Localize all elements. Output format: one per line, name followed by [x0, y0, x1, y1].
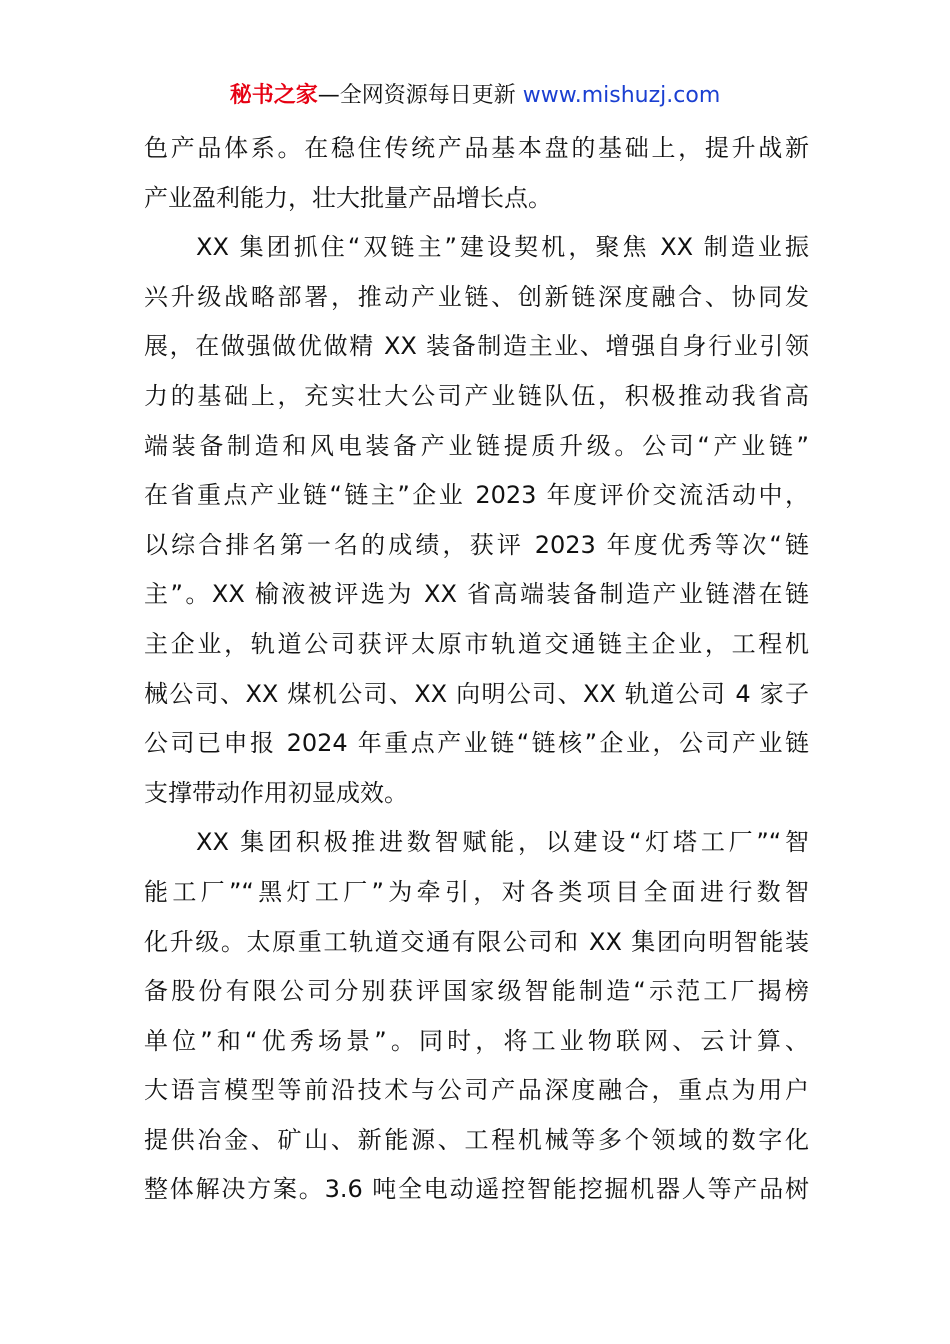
text-line: 整体解决方案。3.6 吨全电动遥控智能挖掘机器人等产品树 — [144, 1175, 809, 1204]
text-line: 产业盈利能力，壮大批量产品增长点。 — [144, 183, 552, 212]
text-line: 公司已申报 2024 年重点产业链“链核”企业，公司产业链 — [144, 729, 809, 758]
text-line: 化升级。太原重工轨道交通有限公司和 XX 集团向明智能装 — [144, 927, 809, 956]
text-line: 展，在做强做优做精 XX 装备制造主业、增强自身行业引领 — [144, 332, 809, 361]
text-line: 支撑带动作用初显成效。 — [144, 778, 408, 807]
brand-name: 秘书之家 — [229, 83, 318, 108]
text-line: 端装备制造和风电装备产业链提质升级。公司“产业链” — [144, 431, 809, 460]
text-line: 备股份有限公司分别获评国家级智能制造“示范工厂揭榜 — [144, 977, 809, 1006]
text-line: 在省重点产业链“链主”企业 2023 年度评价交流活动中， — [144, 481, 809, 510]
text-line: 械公司、XX 煤机公司、XX 向明公司、XX 轨道公司 4 家子 — [144, 679, 809, 708]
page-header — [0, 80, 950, 112]
text-line: 兴升级战略部署，推动产业链、创新链深度融合、协同发 — [144, 282, 809, 311]
document-body — [144, 124, 809, 1215]
text-line: 色产品体系。在稳住传统产品基本盘的基础上，提升战新 — [144, 134, 809, 162]
text-line: 以综合排名第一名的成绩，获评 2023 年度优秀等次“链 — [144, 530, 809, 559]
text-line: 能工厂”“黑灯工厂”为牵引，对各类项目全面进行数智 — [144, 877, 809, 906]
text-line: 大语言模型等前沿技术与公司产品深度融合，重点为用户 — [144, 1076, 809, 1105]
text-line: 单位”和“优秀场景”。同时，将工业物联网、云计算、 — [144, 1026, 809, 1055]
text-line: 主”。XX 榆液被评选为 XX 省高端装备制造产业链潜在链 — [144, 580, 809, 609]
text-line: XX 集团积极推进数智赋能，以建设“灯塔工厂”“智 — [196, 828, 809, 857]
text-line: XX 集团抓住“双链主”建设契机，聚焦 XX 制造业振 — [196, 233, 809, 262]
text-line: 力的基础上，充实壮大公司产业链队伍，积极推动我省高 — [144, 381, 809, 410]
text-line: 主企业，轨道公司获评太原市轨道交通链主企业，工程机 — [144, 629, 809, 658]
text-line: 提供冶金、矿山、新能源、工程机械等多个领域的数字化 — [144, 1125, 809, 1154]
site-url: www.mishuzj.com — [522, 83, 721, 108]
header-tagline: —全网资源每日更新 — [317, 83, 516, 108]
